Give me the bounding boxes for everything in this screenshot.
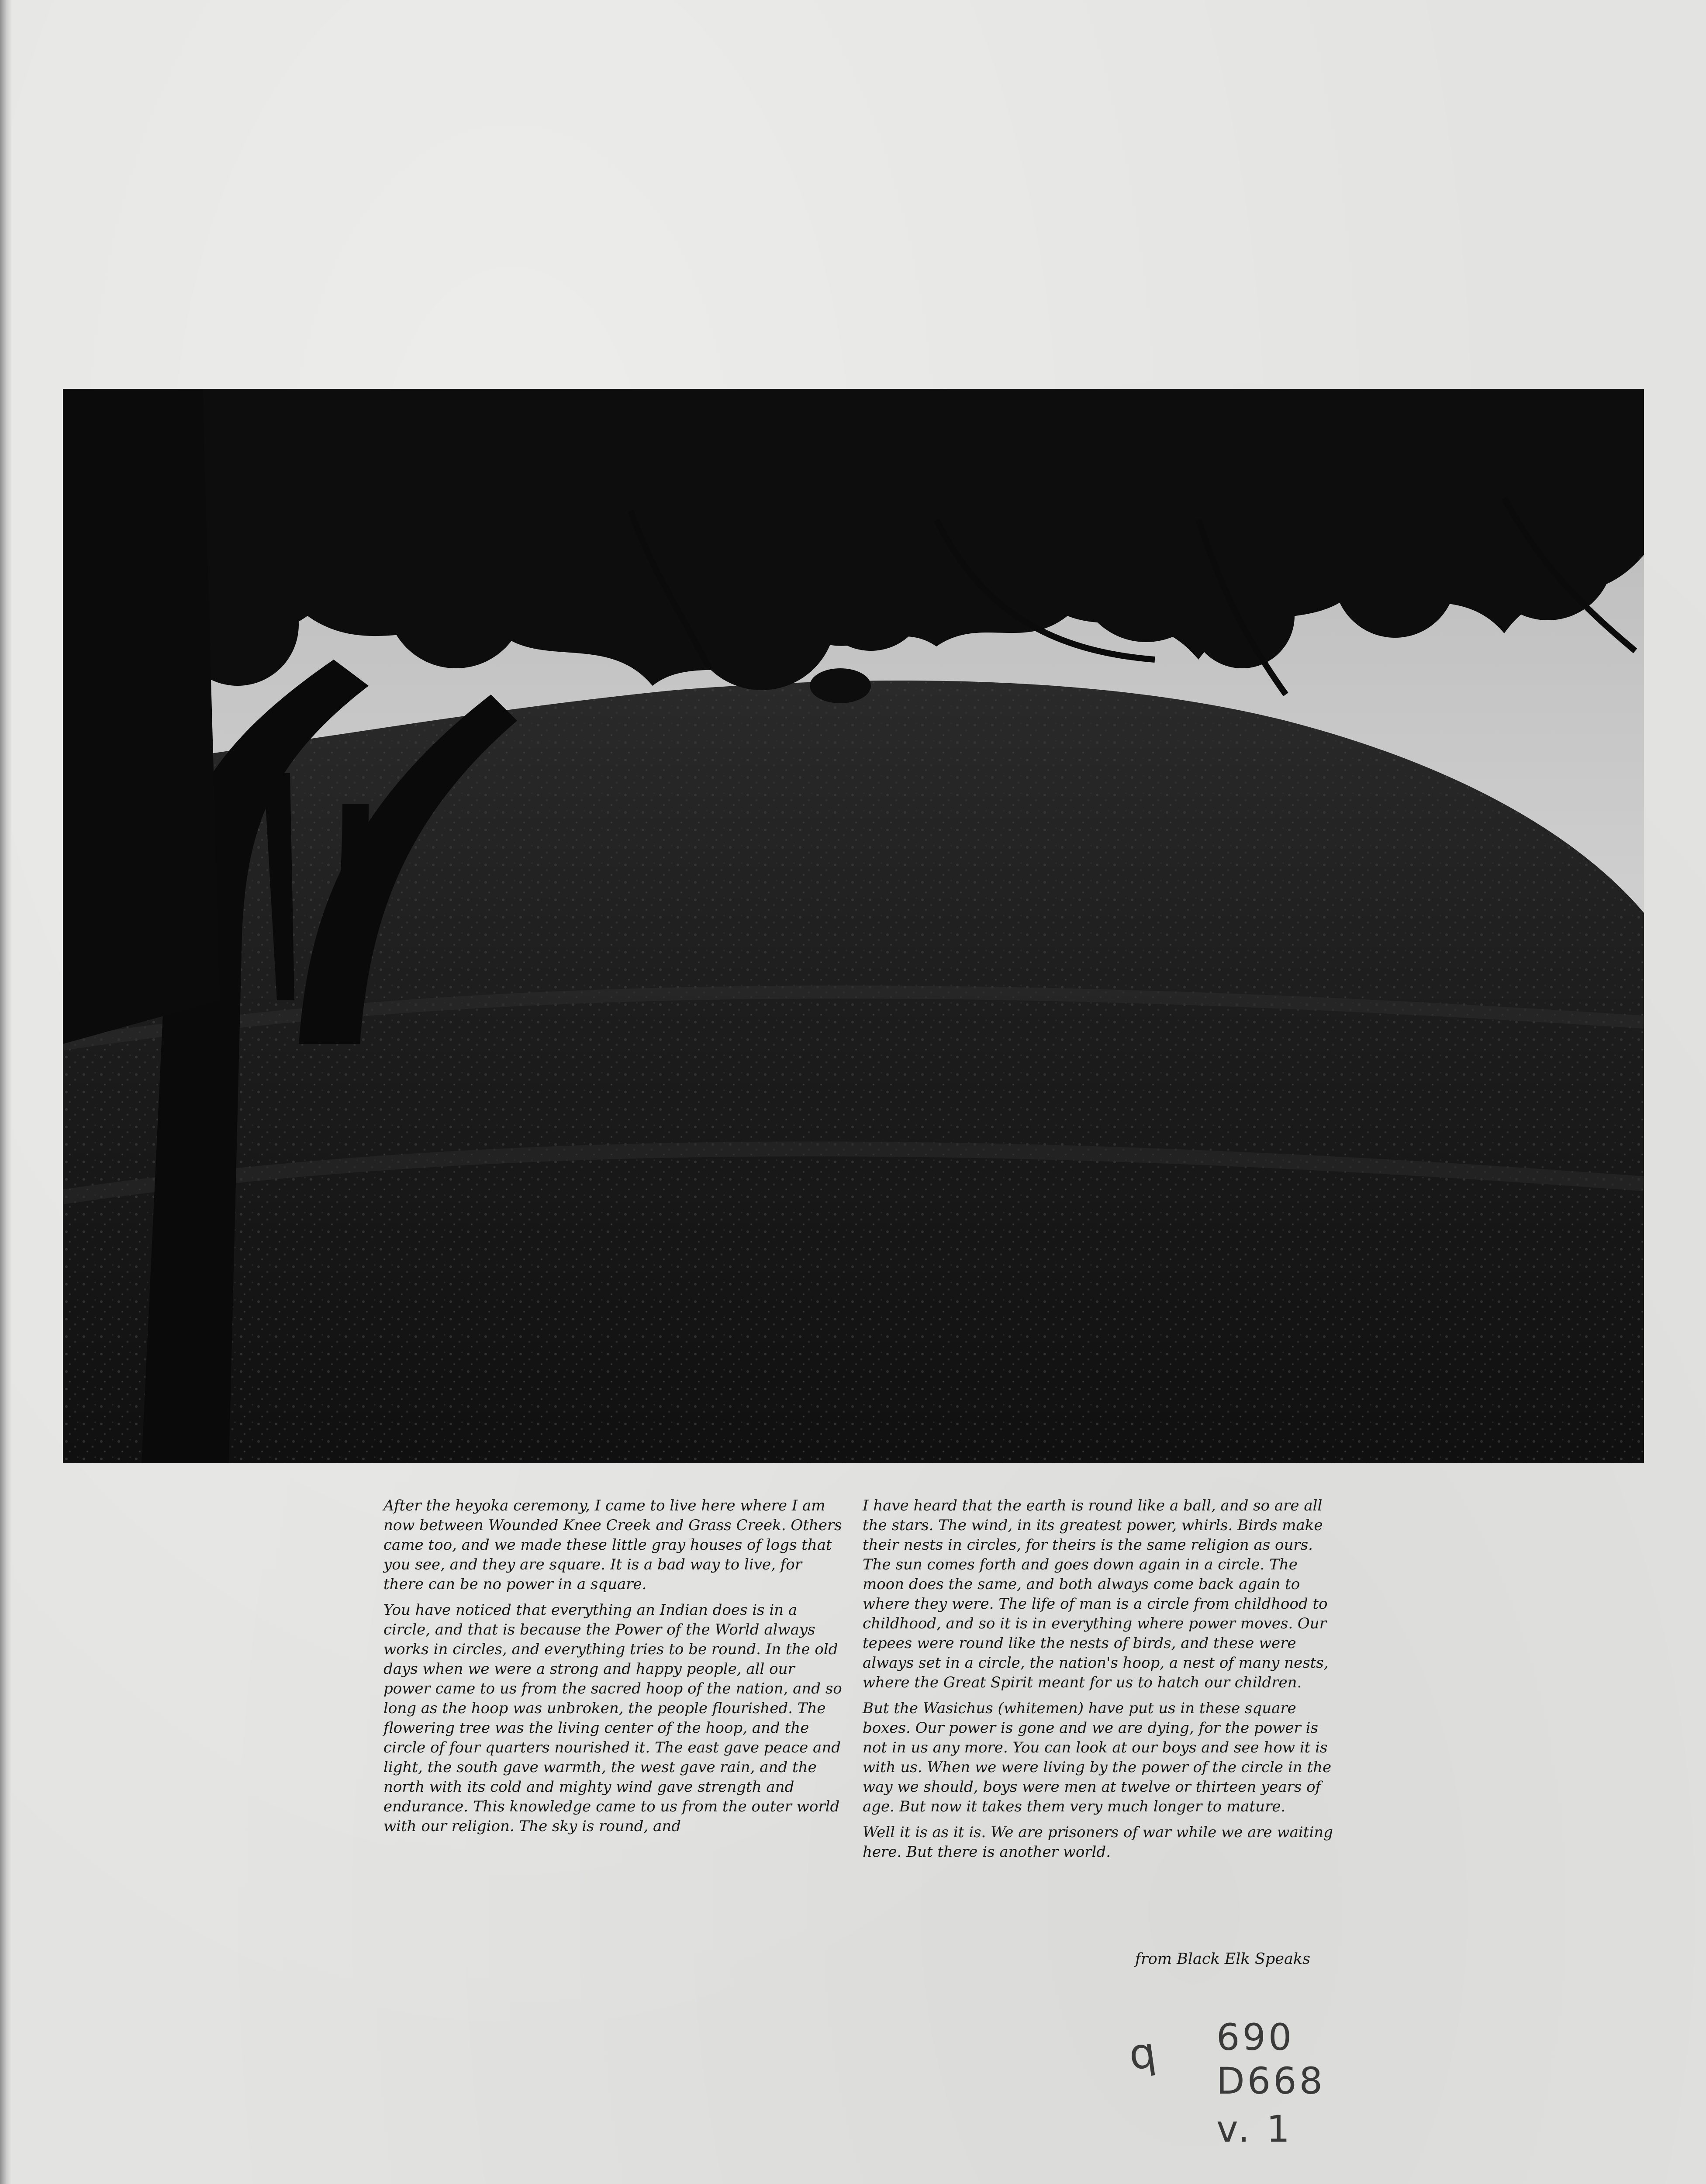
paragraph: Well it is as it is. We are prisoners of war while we are waiting here. But there is another world. [863, 1824, 1333, 1861]
left-text-column [383, 1496, 842, 1842]
call-number-line: D668 [1216, 2060, 1326, 2102]
paragraph: But the Wasichus (whitemen) have put us in these square boxes. Our power is gone and we are dying, for the power is not in us any more. You can look at our boys and see how it is with us. When we were living by the power of the circle in the way we should, boys were men at twelve or thirteen years of age. But now it takes them very much longer to mature. [863, 1700, 1332, 1815]
attribution: from Black Elk Speaks [1135, 1950, 1310, 1968]
paragraph: I have heard that the earth is round like a ball, and so are all the stars. The wind, in its greatest power, whirls. Birds make their nests in circles, for theirs is the same religion as ours. The sun comes forth and goes down again in a circle. The moon does the same, and both always come back again to where they were. The life of man is a circle from childhood to childhood, and so it is in everything where power moves. Our tepees were round like the nests of birds, and these were always set in a circle, the nation's hoop, a nest of many nests, where the Great Spirit meant for us to hatch our children. [863, 1497, 1329, 1691]
tree-on-mound-photo [63, 389, 1644, 1463]
paragraph: After the heyoka ceremony, I came to live here where I am now between Wounded Knee Creek and Grass Creek. Others came too, and we made these little gray houses of logs that you see, and they are square. It is a bad way to live, for there can be no power in a square. [383, 1497, 842, 1593]
right-text-column [863, 1496, 1336, 1868]
paragraph: You have noticed that everything an Indian does is in a circle, and that is because the Power of the World always works in circles, and everything tries to be round. In the old days when we were a strong and happy people, all our power came to us from the sacred hoop of the nation, and so long as the hoop was unbroken, the people flourished. The flowering tree was the living center of the hoop, and the circle of four quarters nourished it. The east gave peace and light, the south gave warmth, the west gave rain, and the north with its cold and mighty wind gave strength and endurance. This knowledge came to us from the outer world with our religion. The sky is round, and [383, 1601, 842, 1835]
binding-edge [0, 0, 11, 2184]
call-number-line: 690 [1216, 2016, 1295, 2059]
photo-illustration [63, 389, 1644, 1463]
call-number-line: v. 1 [1216, 2108, 1293, 2150]
call-number-prefix: q [1126, 2027, 1162, 2080]
